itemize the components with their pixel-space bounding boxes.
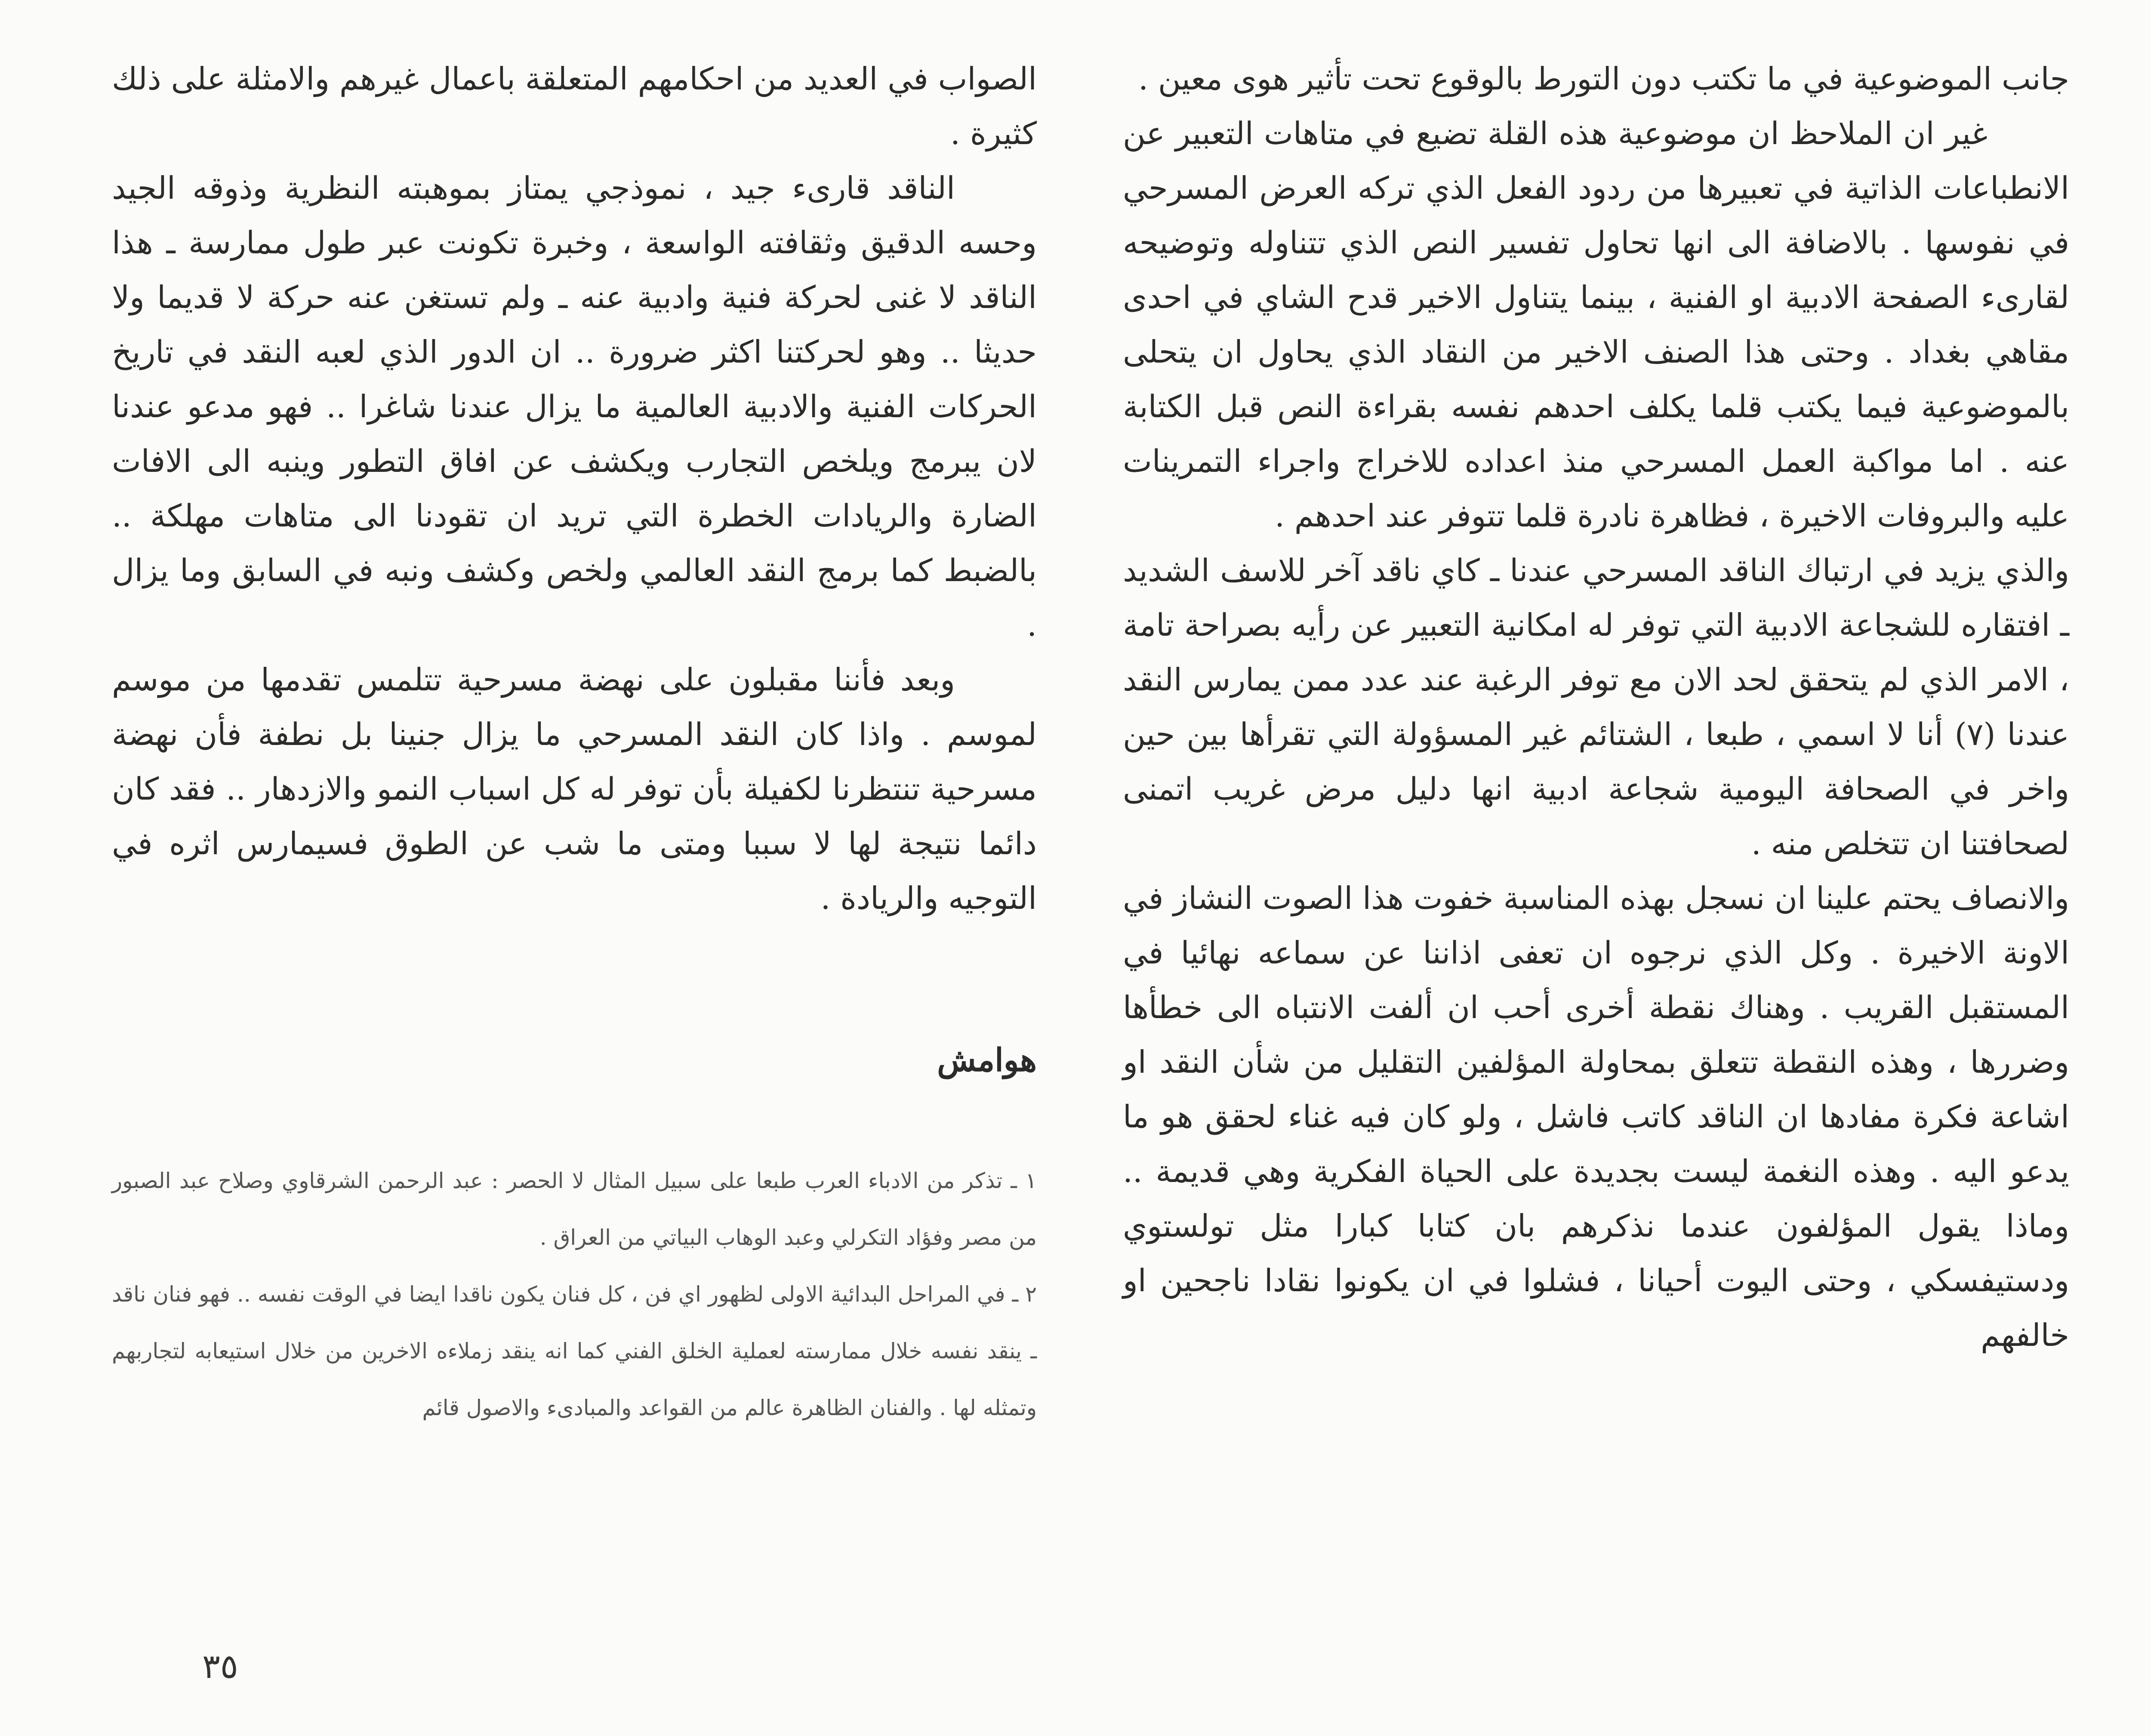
left-text-column (112, 52, 1037, 1436)
footnotes (112, 1152, 1037, 1436)
left-paragraph-1: الصواب في العديد من احكامهم المتعلقة باعمال غيرهم والامثلة على ذلك كثيرة . (112, 61, 1037, 151)
left-paragraph-3: وبعد فأننا مقبلون على نهضة مسرحية تتلمس تقدمها من موسم لموسم . واذا كان النقد المسرحي ما يزال جنينا بل نطفة فأن نهضة مسرحية تنتظرنا لكفيلة بأن توفر له كل اسباب النمو والازدهار .. فقد كان دائما نتيجة لها لا سببا ومتى ما شب عن الطوق فسيمارس اثره في التوجيه والريادة . (112, 662, 1037, 916)
footnote-1: ١ ـ تذكر من الادباء العرب طبعا على سبيل المثال لا الحصر : عبد الرحمن الشرقاوي وصلاح عبد الصبور من مصر وفؤاد التكرلي وعبد الوهاب البياتي من العراق . (112, 1168, 1037, 1250)
right-paragraph-4: والانصاف يحتم علينا ان نسجل بهذه المناسبة خفوت هذا الصوت النشاز في الاونة الاخيرة . وكل الذي نرجوه ان تعفى اذاننا عن سماعه نهائيا في المستقبل القريب . وهناك نقطة أخرى أحب ان ألفت الانتباه الى خطأها وضررها ، وهذه النقطة تتعلق بمحاولة المؤلفين التقليل من شأن النقد او اشاعة فكرة مفادها ان الناقد كاتب فاشل ، ولو كان فيه غناء لحقق هو ما يدعو اليه . وهذه النغمة ليست بجديدة على الحياة الفكرية وهي قديمة .. وماذا يقول المؤلفون عندما نذكرهم بان كتابا كبارا مثل تولستوي ودستيفسكي ، وحتى اليوت أحيانا ، فشلوا في ان يكونوا نقادا ناجحين او خالفهم (1123, 880, 2069, 1353)
footnotes-heading: هوامش (937, 1042, 1037, 1079)
right-paragraph-1: جانب الموضوعية في ما تكتب دون التورط بالوقوع تحت تأثير هوى معين . (1138, 61, 2069, 97)
right-text-column (1123, 52, 2069, 1363)
page-number: ٣٥ (202, 1647, 238, 1686)
footnote-2: ٢ ـ في المراحل البدائية الاولى لظهور اي فن ، كل فنان يكون ناقدا ايضا في الوقت نفسه .. فهو فنان ناقد ـ ينقد نفسه خلال ممارسته لعملية الخلق الفني كما انه ينقد زملاءه الاخرين من خلال استيعابه لتجاربهم وتمثله لها . والفنان الظاهرة عالم من القواعد والمبادىء والاصول قائم (112, 1282, 1037, 1420)
left-paragraph-2: الناقد قارىء جيد ، نموذجي يمتاز بموهبته النظرية وذوقه الجيد وحسه الدقيق وثقافته الواسعة ، وخبرة تكونت عبر طول ممارسة ـ هذا الناقد لا غنى لحركة فنية وادبية عنه ـ ولم تستغن عنه حركة لا قديما ولا حديثا .. وهو لحركتنا اكثر ضرورة .. ان الدور الذي لعبه النقد في تاريخ الحركات الفنية والادبية العالمية ما يزال عندنا شاغرا .. فهو مدعو عندنا لان يبرمج ويلخص التجارب ويكشف عن افاق التطور وينبه الى الافات الضارة والريادات الخطرة التي تريد ان تقودنا الى متاهات مهلكة .. بالضبط كما برمج النقد العالمي ولخص وكشف ونبه في السابق وما يزال . (112, 170, 1037, 643)
right-paragraph-3: والذي يزيد في ارتباك الناقد المسرحي عندنا ـ كاي ناقد آخر للاسف الشديد ـ افتقاره للشجاعة الادبية التي توفر له امكانية التعبير عن رأيه بصراحة تامة ، الامر الذي لم يتحقق لحد الان مع توفر الرغبة عند عدد ممن يمارس النقد عندنا (٧) أنا لا اسمي ، طبعا ، الشتائم غير المسؤولة التي تقرأها بين حين واخر في الصحافة اليومية شجاعة ادبية انها دليل مرض غريب اتمنى لصحافتنا ان تتخلص منه . (1123, 552, 2070, 862)
right-paragraph-2: غير ان الملاحظ ان موضوعية هذه القلة تضيع في متاهات التعبير عن الانطباعات الذاتية في تعبيرها من ردود الفعل الذي تركه العرض المسرحي في نفوسها . بالاضافة الى انها تحاول تفسير النص الذي تتناوله وتوضيحه لقارىء الصفحة الادبية او الفنية ، بينما يتناول الاخير قدح الشاي في احدى مقاهي بغداد . وحتى هذا الصنف الاخير من النقاد الذي يحاول ان يتحلى بالموضوعية فيما يكتب قلما يكلف احدهم نفسه بقراءة النص قبل الكتابة عنه . اما مواكبة العمل المسرحي منذ اعداده للاخراج واجراء التمرينات عليه والبروفات الاخيرة ، فظاهرة نادرة قلما تتوفر عند احدهم . (1123, 115, 2069, 534)
